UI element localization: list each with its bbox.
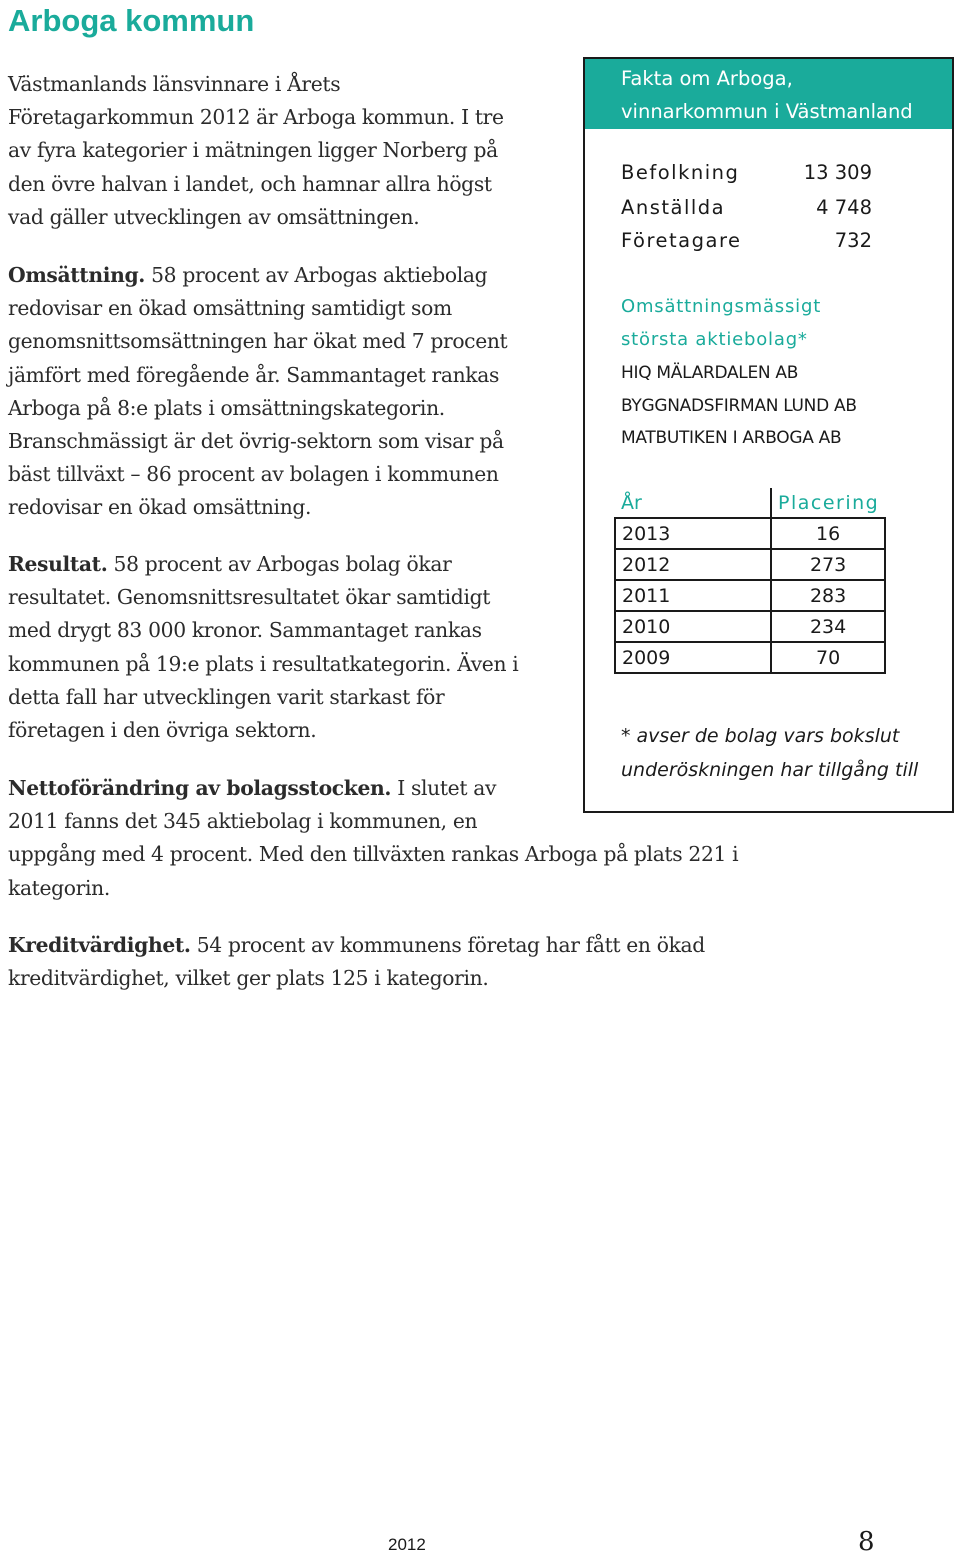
paragraph-line: jämfört med föregående år. Sammantaget rankas [8,362,500,387]
placement-cell: 283 [771,580,885,611]
paragraph-line: genomsnittsomsättningen har ökat med 7 procent [8,329,508,354]
paragraph-line: 58 procent av Arbogas bolag ökar [107,552,452,576]
intro-line: Företagarkommun 2012 är Arboga kommun. I tre [8,105,504,130]
paragraph-line: detta fall har utvecklingen varit starkast för [8,684,445,709]
paragraph-line: företagen i den övriga sektorn. [8,718,317,743]
footnote [621,719,918,787]
placement-cell: 273 [771,549,885,580]
year-cell: 2010 [615,611,771,642]
resultat-paragraph [8,548,518,747]
footnote-line: * avser de bolag vars bokslut [621,725,900,747]
largest-companies-heading: största aktiebolag* [621,329,808,350]
footnote-line: underöskningen har tillgång till [621,759,919,781]
fact-box-heading [585,59,952,129]
table-row [615,549,885,580]
table-row [615,518,885,549]
stat-value-foretagare: 732 [834,229,872,252]
paragraph-line: kategorin. [8,875,110,900]
column-header-year: År [615,488,771,518]
paragraph-line: kommunen på 19:e plats i resultatkategorin. Även i [8,651,519,676]
year-cell: 2009 [615,642,771,673]
table-header-row [615,488,885,518]
paragraph-line: Branschmässigt är det övrig-sektorn som visar på [8,429,504,454]
fact-box-heading-line: vinnarkommun i Västmanland [621,100,913,123]
table-row [615,611,885,642]
column-header-placement: Placering [771,488,885,518]
netto-heading: Nettoförändring av bolagsstocken. [8,776,392,800]
intro-paragraph [8,68,504,234]
year-cell: 2012 [615,549,771,580]
intro-line: Västmanlands länsvinnare i Årets [8,72,341,96]
placement-cell: 70 [771,642,885,673]
company-name: BYGGNADSFIRMAN LUND AB [621,396,857,416]
page-number: 8 [858,1527,875,1557]
paragraph-line: 58 procent av Arbogas aktiebolag [145,263,488,287]
placement-cell: 16 [771,518,885,549]
paragraph-line: uppgång med 4 procent. Med den tillväxten rankas Arboga på plats 221 i [8,842,739,867]
stat-value-befolkning: 13 309 [803,161,872,184]
page-title: Arboga kommun [8,3,255,38]
paragraph-line: resultatet. Genomsnittsresultatet ökar samtidigt [8,585,491,610]
paragraph-line: Arboga på 8:e plats i omsättningskategorin. [8,395,445,420]
year-cell: 2011 [615,580,771,611]
company-name: HIQ MÄLARDALEN AB [621,363,799,383]
footer-year: 2012 [388,1535,426,1554]
stat-label-befolkning: Befolkning [621,161,740,184]
table-row [615,580,885,611]
stat-value-anstallda: 4 748 [816,196,872,219]
ranking-table [614,488,886,674]
paragraph-line: 54 procent av kommunens företag har fått en ökad [190,933,705,957]
largest-companies-heading: Omsättningsmässigt [621,296,822,317]
company-name: MATBUTIKEN I ARBOGA AB [621,428,842,448]
fact-box-heading-line: Fakta om Arboga, [621,67,793,90]
intro-line: vad gäller utvecklingen av omsättningen. [8,204,420,229]
fact-box [583,57,954,813]
paragraph-line: bäst tillväxt – 86 procent av bolagen i kommunen [8,462,499,487]
omsattning-heading: Omsättning. [8,263,146,287]
paragraph-line: med drygt 83 000 kronor. Sammantaget rankas [8,618,482,643]
intro-line: av fyra kategorier i mätningen ligger Norberg på [8,138,498,163]
resultat-heading: Resultat. [8,552,108,576]
intro-line: den övre halvan i landet, och hamnar allra högst [8,171,492,196]
paragraph-line: 2011 fanns det 345 aktiebolag i kommunen, en [8,809,478,834]
kredit-paragraph [8,929,705,995]
kredit-heading: Kreditvärdighet. [8,933,191,957]
year-cell: 2013 [615,518,771,549]
table-row [615,642,885,673]
stat-label-anstallda: Anställda [621,196,726,219]
paragraph-line: redovisar en ökad omsättning samtidigt som [8,296,452,321]
placement-cell: 234 [771,611,885,642]
omsattning-paragraph [8,259,507,525]
stat-label-foretagare: Företagare [621,229,742,252]
paragraph-line: redovisar en ökad omsättning. [8,495,312,520]
paragraph-line: kreditvärdighet, vilket ger plats 125 i kategorin. [8,966,489,991]
paragraph-line: I slutet av [391,776,497,800]
